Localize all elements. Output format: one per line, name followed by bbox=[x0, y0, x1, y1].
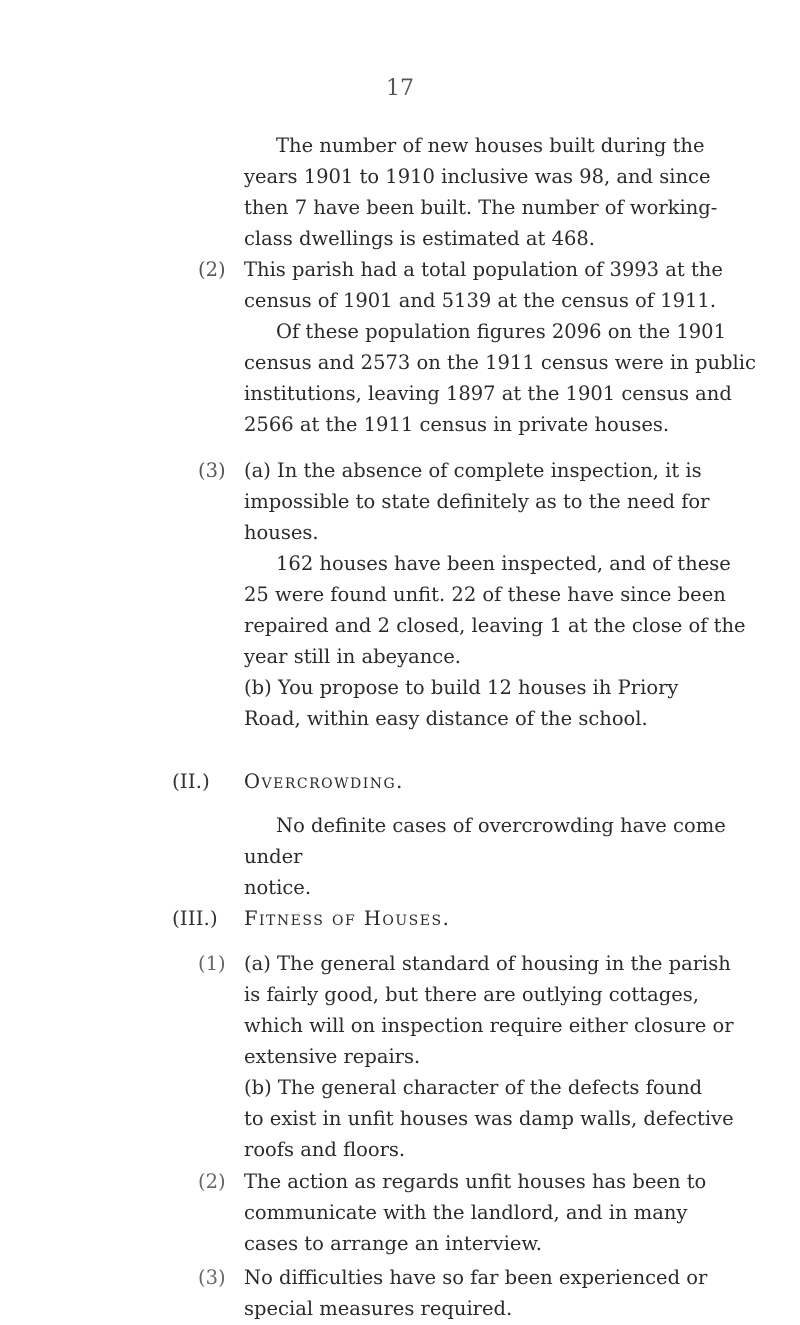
text-line: repaired and 2 closed, leaving 1 at the close of the bbox=[244, 614, 746, 637]
text-line: Of these population figures 2096 on the 1901 bbox=[276, 320, 726, 343]
item-3-number: (3) bbox=[198, 459, 226, 482]
text-line: No difficulties have so far been experienced or bbox=[244, 1266, 708, 1289]
text-line: census and 2573 on the 1911 census were in public bbox=[244, 351, 756, 374]
section-II-heading: Overcrowding. bbox=[244, 770, 404, 793]
text-line: The number of new houses built during the bbox=[276, 134, 705, 157]
text-line: is fairly good, but there are outlying cottages, bbox=[244, 983, 699, 1006]
text-line: cases to arrange an interview. bbox=[244, 1232, 542, 1255]
text-line: census of 1901 and 5139 at the census of 1911. bbox=[244, 289, 717, 312]
section-III-heading: Fitness of Houses. bbox=[244, 907, 451, 930]
item-3-paragraph bbox=[244, 455, 764, 734]
text-line: class dwellings is estimated at 468. bbox=[244, 227, 595, 250]
text-line: year still in abeyance. bbox=[244, 645, 461, 668]
text-line: years 1901 to 1910 inclusive was 98, and since bbox=[244, 165, 711, 188]
text-line: to exist in unfit houses was damp walls, defective bbox=[244, 1107, 734, 1130]
text-line: houses. bbox=[244, 521, 319, 544]
text-line: (a) The general standard of housing in the parish bbox=[244, 952, 731, 975]
section-III-item-3-number: (3) bbox=[198, 1266, 226, 1289]
intro-paragraph bbox=[244, 130, 764, 254]
page-number: 17 bbox=[386, 76, 414, 101]
section-II-paragraph bbox=[244, 810, 764, 903]
text-line: communicate with the landlord, and in many bbox=[244, 1201, 688, 1224]
item-2-number: (2) bbox=[198, 258, 226, 281]
text-line: No definite cases of overcrowding have come under bbox=[244, 814, 726, 868]
item-2-paragraph bbox=[244, 254, 764, 440]
text-line: (b) You propose to build 12 houses ih Priory bbox=[244, 676, 679, 699]
section-III-item-2-number: (2) bbox=[198, 1170, 226, 1193]
text-line: extensive repairs. bbox=[244, 1045, 421, 1068]
text-line: which will on inspection require either closure or bbox=[244, 1014, 734, 1037]
text-line: institutions, leaving 1897 at the 1901 census and bbox=[244, 382, 732, 405]
text-line: 162 houses have been inspected, and of these bbox=[276, 552, 731, 575]
section-III-number: (III.) bbox=[172, 906, 218, 930]
text-line: This parish had a total population of 3993 at the bbox=[244, 258, 723, 281]
text-line: then 7 have been built. The number of working- bbox=[244, 196, 718, 219]
text-line: (a) In the absence of complete inspection, it is bbox=[244, 459, 702, 482]
section-III-item-3-paragraph bbox=[244, 1262, 764, 1324]
text-line: The action as regards unfit houses has been to bbox=[244, 1170, 707, 1193]
text-line: (b) The general character of the defects found bbox=[244, 1076, 703, 1099]
text-line: Road, within easy distance of the school. bbox=[244, 707, 648, 730]
text-line: impossible to state definitely as to the need for bbox=[244, 490, 710, 513]
section-III-item-1-paragraph bbox=[244, 948, 764, 1165]
text-line: special measures required. bbox=[244, 1297, 513, 1320]
text-line: notice. bbox=[244, 876, 312, 899]
section-III-item-1-number: (1) bbox=[198, 952, 226, 975]
section-II-number: (II.) bbox=[172, 769, 210, 793]
text-line: 2566 at the 1911 census in private houses. bbox=[244, 413, 670, 436]
text-line: roofs and floors. bbox=[244, 1138, 406, 1161]
section-III-item-2-paragraph bbox=[244, 1166, 764, 1259]
text-line: 25 were found unfit. 22 of these have since been bbox=[244, 583, 726, 606]
